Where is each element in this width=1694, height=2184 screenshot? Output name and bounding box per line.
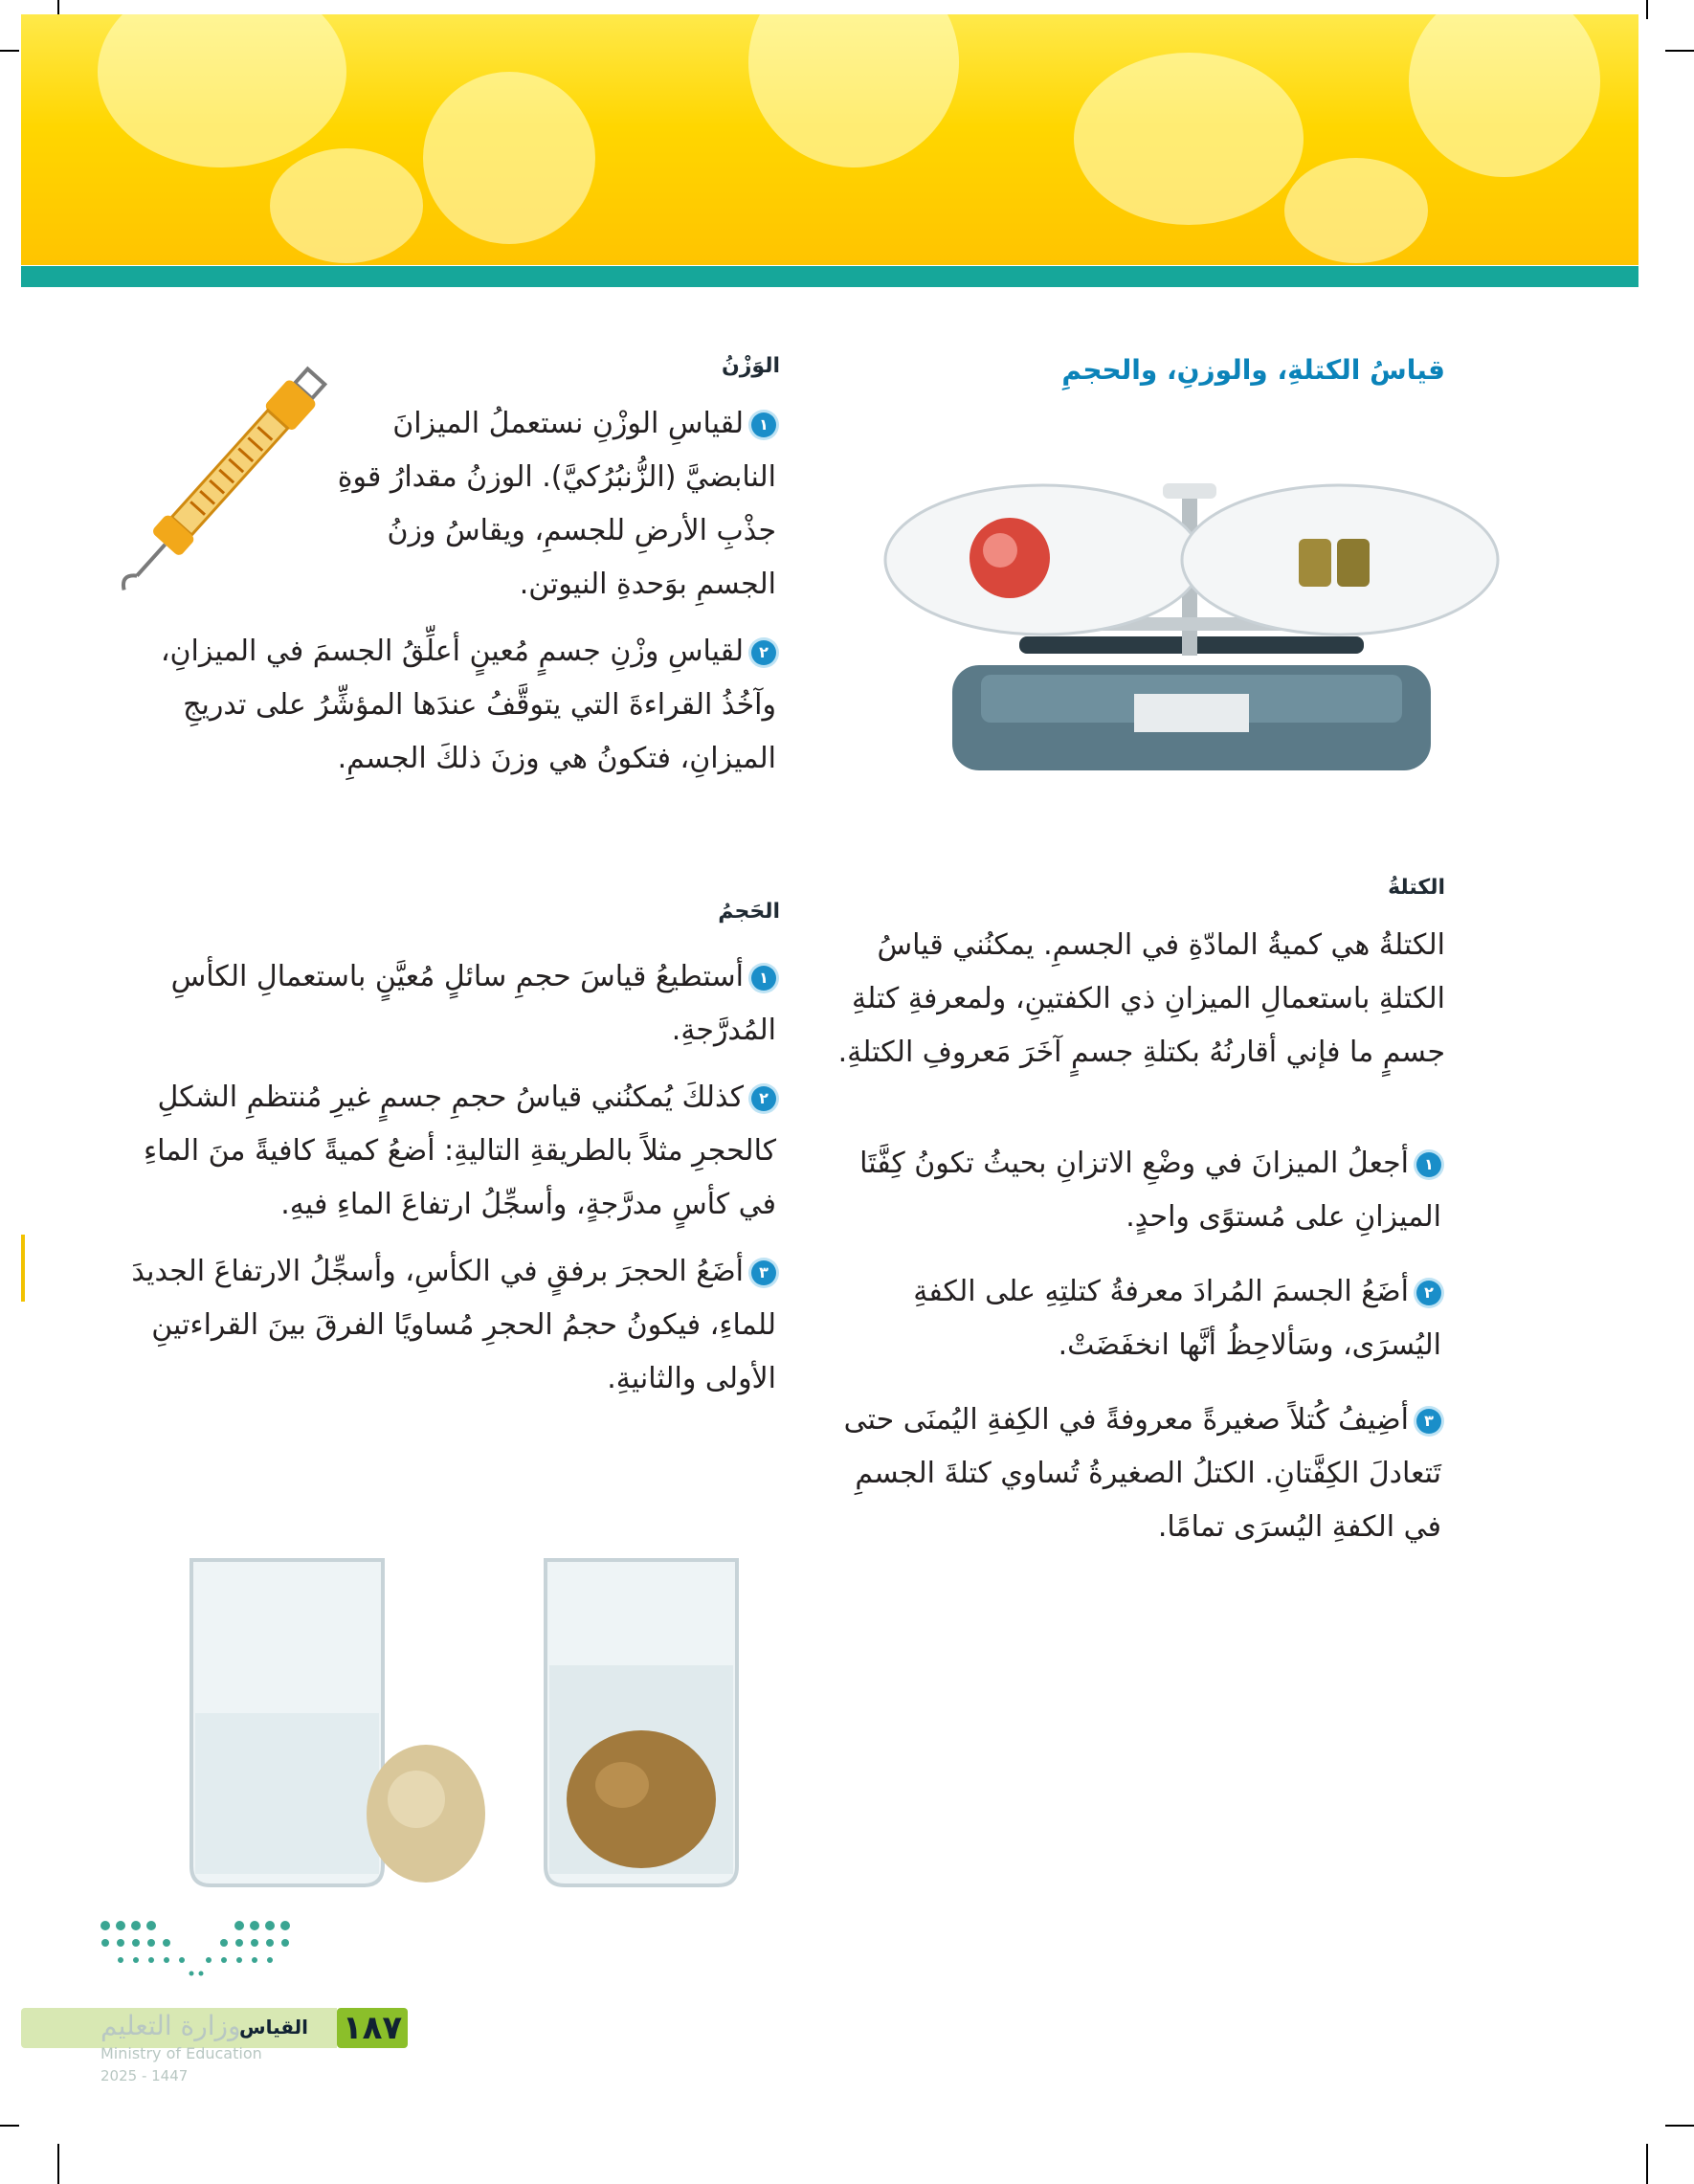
step-number: ٣ [1416,1409,1441,1434]
weight-step-2 [110,625,780,786]
crop-mark [1665,50,1694,52]
step-number: ١ [751,412,776,437]
lesson-title-text: قياسُ الكتلةِ، والوزنِ، والحجمِ [1061,354,1445,386]
page-number: ١٨٧ [337,2008,408,2048]
mass-step-1 [833,1137,1445,1244]
crop-mark [0,2125,19,2127]
mass-heading: الكتلةُ [1388,876,1445,900]
mass-section [833,876,1445,1554]
header-banner [21,14,1638,265]
weight-step-1-text: لقياسِ الوزْنِ نستعملُ الميزانَ النابضيَّ (الزُّنبُرُكيَّ). الوزنُ مقدارُ قوةِ جذْبِ الأرضِ للجسمِ، ويقاسُ وزنُ الجسمِ بوَحدةِ النيوتن. [337,407,776,601]
ministry-logo-dots [96,1914,306,1981]
volume-step-2-text: كذلكَ يُمكنُني قياسُ حجمِ جسمٍ غيرِ مُنتظمِ الشكلِ كالحجرِ مثلاً بالطريقةِ التاليةِ: أضعُ كميةً كافيةً منَ الماءِ في كأسٍ مدرَّجةٍ، وأسجِّلُ ارتفاعَ الماءِ فيهِ. [143,1081,776,1221]
lesson-title [1061,354,1445,386]
crop-mark [1646,0,1648,19]
mass-step-3-text: أضِيفُ كُتلاً صغيرةً معروفةً في الكِفةِ اليُمنَى حتى تَتعادلَ الكِفَّتانِ. الكتلُ الصغيرةُ تُساوي كتلةَ الجسمِ في الكفةِ اليُسرَى تمامًا. [843,1403,1441,1544]
volume-step-3 [110,1245,780,1406]
weight-heading: الوَزْنُ [721,354,780,378]
weight-step-1 [317,397,780,612]
beakers-stone-image [172,1541,775,1895]
mass-step-2 [833,1265,1445,1372]
crop-mark [1646,2144,1648,2184]
step-number: ٢ [751,640,776,665]
volume-step-3-text: أضَعُ الحجرَ برفقٍ في الكأسِ، وأسجِّلُ الارتفاعَ الجديدَ للماءِ، فيكونُ حجمُ الحجرِ مُساويًا الفرقَ بينَ القراءتينِ الأولى والثانيةِ. [131,1255,776,1395]
unit-label: القياس [239,2016,309,2039]
edition-year: 2025 - 1447 [100,2067,189,2084]
crop-mark [57,2144,59,2184]
header-band [21,266,1638,287]
crop-mark [1665,2125,1694,2127]
mass-step-2-text: أضَعُ الجسمَ المُرادَ معرفةُ كتلتِهِ على الكفةِ اليُسرَى، وسَألاحِظُ أنَّها انخفَضَتْ. [913,1275,1441,1362]
volume-section [110,900,780,1406]
step-number: ٣ [751,1260,776,1285]
step-number: ٢ [1416,1281,1441,1305]
volume-step-1 [110,950,780,1058]
mass-step-1-text: أجعلُ الميزانَ في وضْعِ الاتزانِ بحيثُ تكونُ كِفَّتَا الميزانِ على مُستوًى واحدٍ. [859,1147,1441,1234]
volume-step-2 [110,1071,780,1232]
mass-intro: الكتلةُ هي كميةُ المادّةِ في الجسمِ. يمكنُني قياسُ الكتلةِ باستعمالِ الميزانِ ذي الكفتينِ، ولمعرفةِ كتلةِ جسمٍ ما فإني أقارنُهُ بكتلةِ جسمٍ آخَرَ مَعروفِ الكتلةِ. [837,928,1445,1069]
step-number: ١ [751,966,776,991]
step-number: ١ [1416,1152,1441,1177]
step-number: ٢ [751,1086,776,1111]
balance-scale-image [876,474,1507,780]
weight-section [110,354,780,786]
ministry-name-english: Ministry of Education [100,2044,262,2062]
volume-step-1-text: أستطيعُ قياسَ حجمِ سائلٍ مُعيَّنٍ باستعمالِ الكأسِ المُدرَّجةِ. [170,960,776,1047]
margin-mark [21,1235,25,1302]
ministry-name-arabic: وزارة التعليم [100,2010,241,2041]
weight-step-2-text: لقياسِ وزْنِ جسمٍ مُعينٍ أعلِّقُ الجسمَ في الميزانِ، وآخُذُ القراءةَ التي يتوقَّفُ عندَها المؤشِّرُ على تدريجِ الميزانِ، فتكونُ هي وزنَ ذلكَ الجسمِ. [160,635,776,775]
volume-heading: الحَجمُ [718,900,780,924]
mass-step-3 [833,1393,1445,1554]
crop-mark [0,50,19,52]
